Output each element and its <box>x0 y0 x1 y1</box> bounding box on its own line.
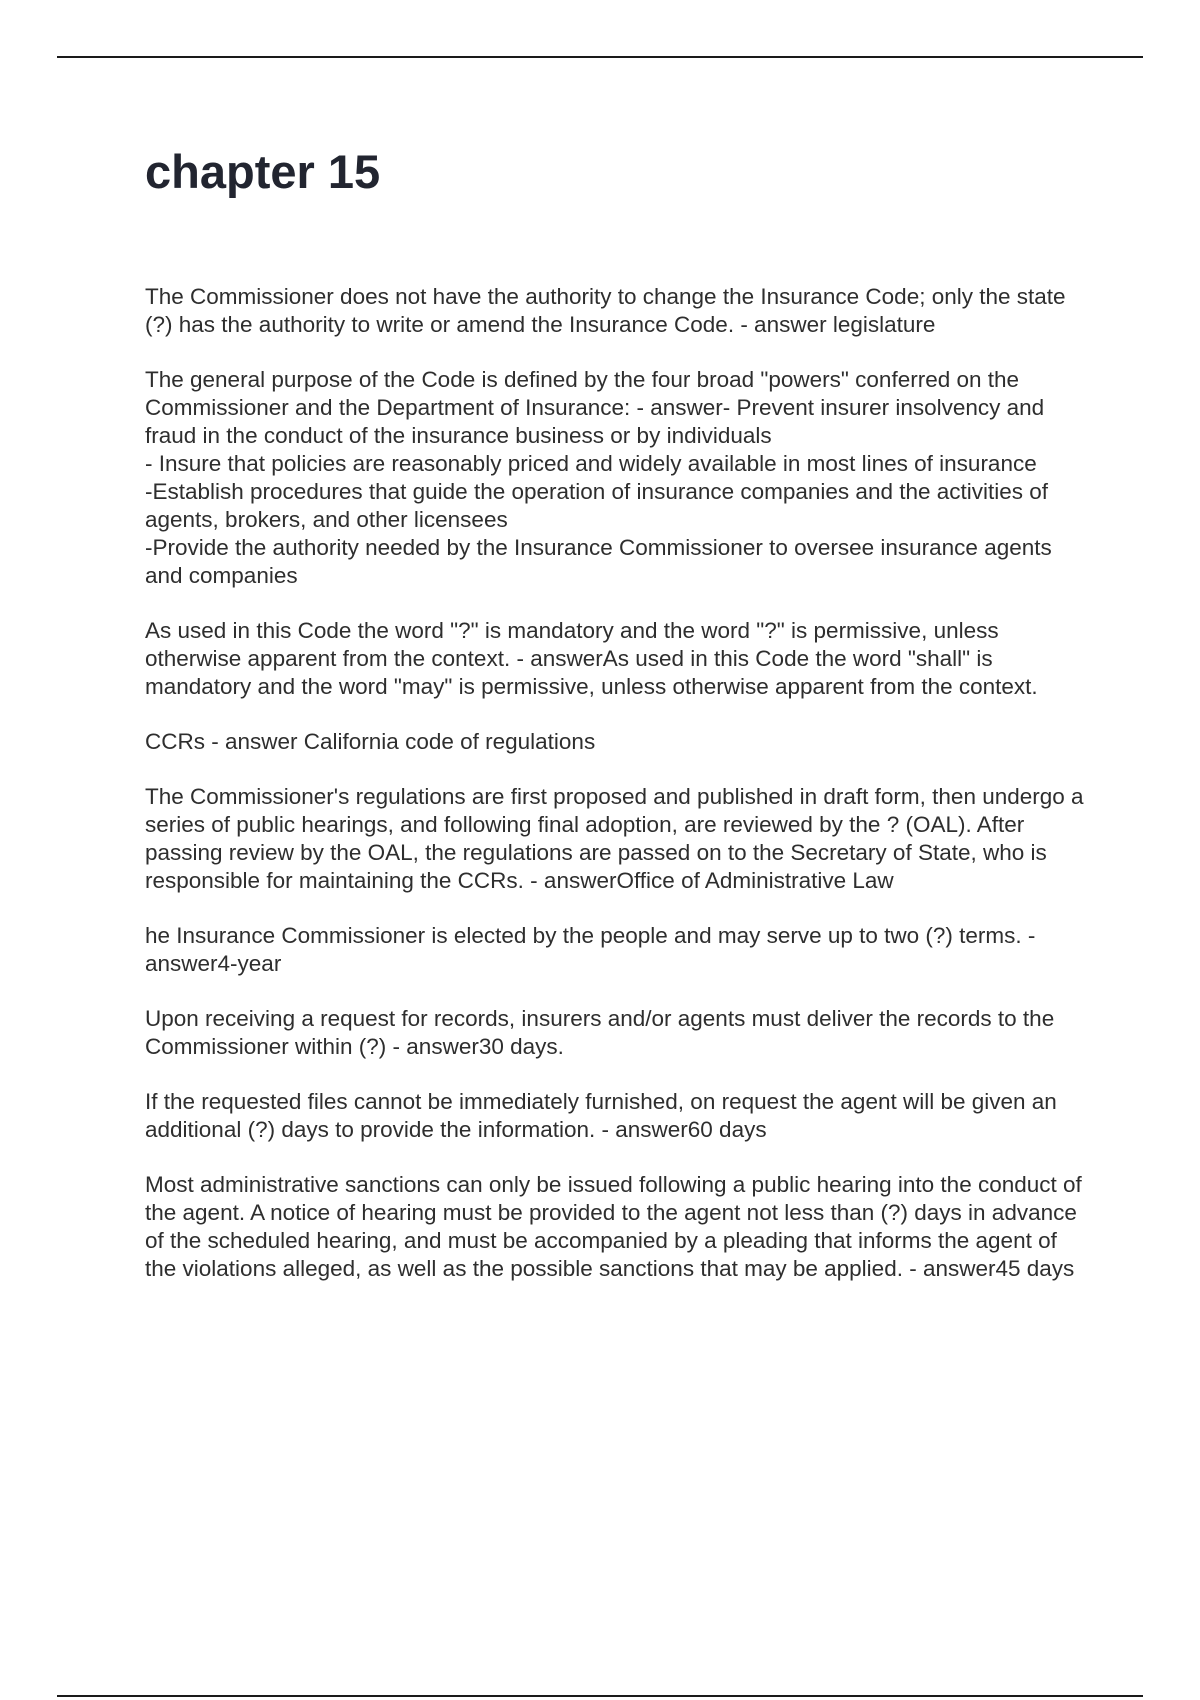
qa-entry: he Insurance Commissioner is elected by the people and may serve up to two (?) terms. - answer4-year <box>145 923 1036 976</box>
top-divider <box>57 56 1143 58</box>
qa-entry: Most administrative sanctions can only be issued following a public hearing into the conduct of the agent. A notice of hearing must be provided to the agent not less than (?) days in advance of the scheduled hearing, and must be accompanied by a pleading that informs the agent of the violations alleged, as well as the possible sanctions that may be applied. - answer45 days <box>145 1172 1082 1281</box>
qa-entry: Upon receiving a request for records, insurers and/or agents must deliver the records to the Commissioner within (?) - answer30 days. <box>145 1006 1055 1059</box>
qa-entry: If the requested files cannot be immediately furnished, on request the agent will be given an additional (?) days to provide the information. - answer60 days <box>145 1089 1057 1142</box>
qa-entry: The general purpose of the Code is defined by the four broad "powers" conferred on the Commissioner and the Department of Insurance: - answer- Prevent insurer insolvency and fraud in the conduct of the insurance business or by individuals - Insure that policies are reasonably priced and widely available in most lines of insurance -Establish procedures that guide the operation of insurance companies and the activities of agents, brokers, and other licensees -Provide the authority needed by the Insurance Commissioner to oversee insurance agents and companies <box>145 367 1052 588</box>
page-title: chapter 15 <box>145 145 381 198</box>
qa-list <box>145 283 1090 1310</box>
qa-entry: As used in this Code the word "?" is mandatory and the word "?" is permissive, unless otherwise apparent from the context. - answerAs used in this Code the word "shall" is mandatory and the word "may" is permissive, unless otherwise apparent from the context. <box>145 618 1038 699</box>
bottom-divider <box>57 1695 1143 1697</box>
qa-entry: The Commissioner's regulations are first proposed and published in draft form, then undergo a series of public hearings, and following final adoption, are reviewed by the ? (OAL). After passing review by the OAL, the regulations are passed on to the Secretary of State, who is responsible for maintaining the CCRs. - answerOffice of Administrative Law <box>145 784 1084 893</box>
qa-entry: The Commissioner does not have the authority to change the Insurance Code; only the state (?) has the authority to write or amend the Insurance Code. - answer legislature <box>145 284 1066 337</box>
qa-entry: CCRs - answer California code of regulations <box>145 729 596 754</box>
